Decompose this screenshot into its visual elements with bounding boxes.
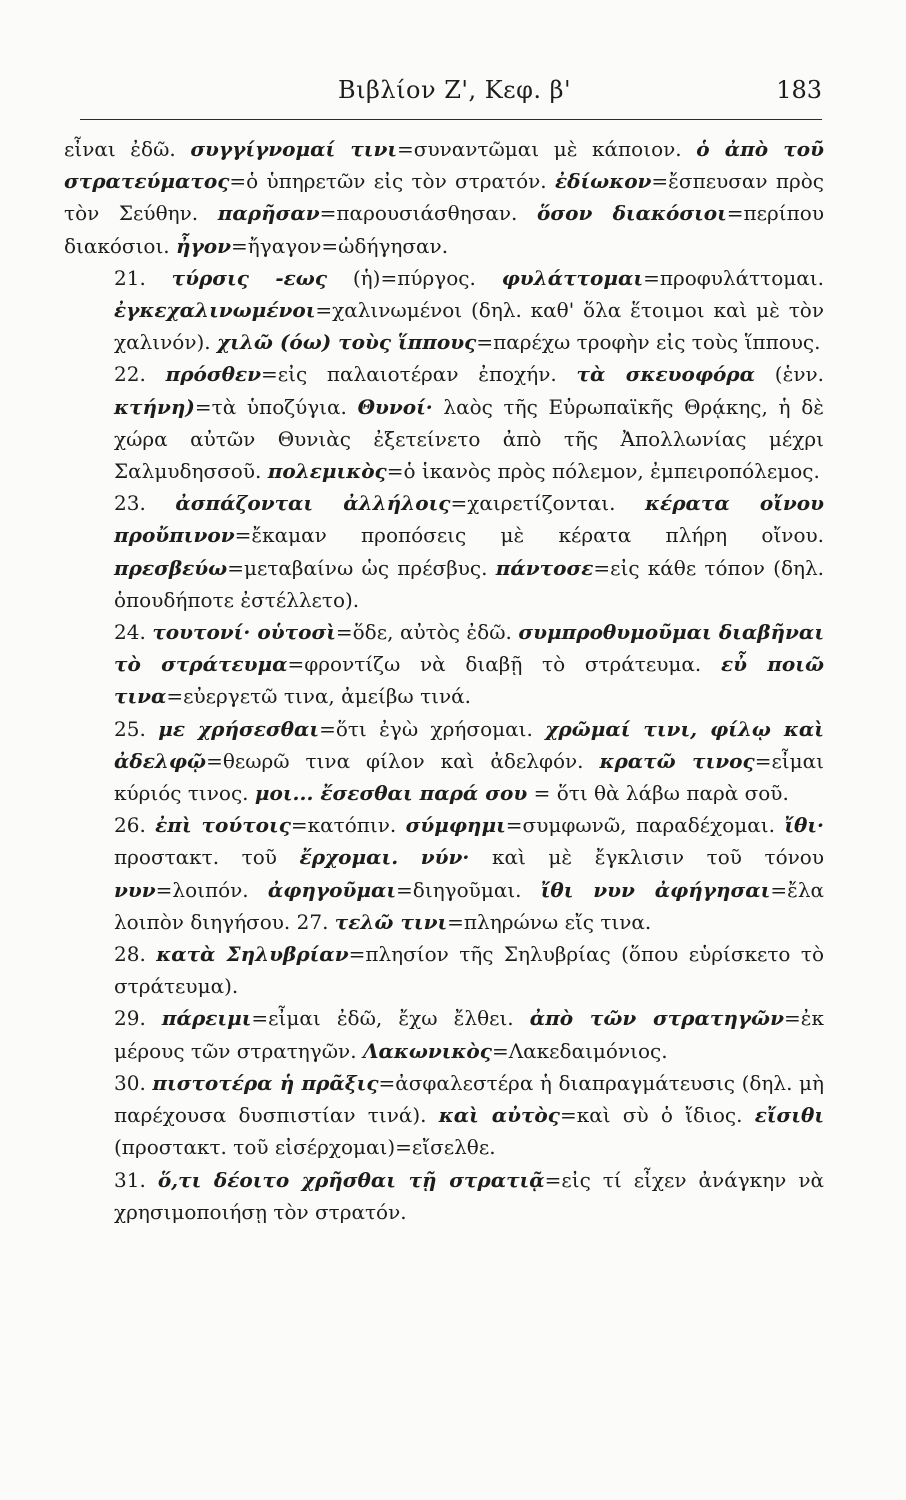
- gloss-text: =ὅδε, αὐτὸς ἐδῶ.: [335, 620, 519, 645]
- lemma-term: ὁ ἀπὸ τοῦ στρατεύματος: [64, 137, 824, 194]
- gloss-text: =διηγοῦμαι.: [396, 877, 541, 902]
- lemma-term: νύν·: [420, 845, 470, 870]
- gloss-text: =κατόπιν.: [290, 813, 406, 838]
- lemma-term: φυλάττομαι: [501, 265, 644, 290]
- lemma-term: σύμφημι: [405, 813, 506, 838]
- gloss-text: 21.: [114, 265, 172, 290]
- lemma-term: ἴθι·: [784, 813, 824, 838]
- lemma-term: ἔρχομαι.: [299, 845, 399, 870]
- page-number: 183: [776, 76, 822, 104]
- gloss-text: (ἡ)=πύργος.: [327, 265, 502, 290]
- lemma-term: κέρατα οἴνου προὔπινον: [114, 491, 824, 548]
- lemma-term: ἀσπάζονται ἀλλήλοις: [175, 491, 451, 516]
- lemma-term: τύρσις -εως: [171, 265, 328, 290]
- running-title: Βιβλίον Ζ', Κεφ. β': [338, 76, 572, 104]
- gloss-text: =χαιρετίζονται.: [450, 491, 646, 516]
- gloss-text: προστακτ. τοῦ: [114, 845, 300, 870]
- gloss-text: 23.: [114, 491, 176, 516]
- commentary-paragraph: [64, 1164, 824, 1228]
- gloss-text: =εὐεργετῶ τινα, ἀμείβω τινά.: [166, 684, 471, 709]
- commentary-paragraph: [64, 262, 824, 359]
- gloss-text: =εἰς κάθε τόπον (δηλ. ὁπουδήποτε ἐστέλλετο).: [114, 555, 825, 612]
- gloss-text: =προφυλάττομαι.: [643, 265, 824, 290]
- commentary-paragraph: [64, 809, 824, 938]
- gloss-text: 26.: [114, 813, 156, 838]
- gloss-text: 22.: [114, 362, 166, 387]
- lemma-term: ὅ,τι δέοιτο χρῆσθαι τῇ στρατιᾷ: [157, 1167, 545, 1192]
- gloss-text: 31.: [114, 1167, 158, 1192]
- lemma-term: πρόσθεν: [165, 362, 261, 387]
- gloss-text: =ἤγαγον=ὡδήγησαν.: [231, 233, 449, 258]
- lemma-term: τελῶ τινι: [334, 909, 448, 934]
- gloss-text: (ἑνν.: [755, 362, 824, 387]
- lemma-term: ἦγον: [176, 233, 231, 258]
- lemma-term: κατὰ Σηλυβρίαν: [156, 942, 349, 967]
- lemma-term: συμπροθυμοῦμαι διαβῆναι τὸ στράτευμα: [114, 620, 825, 677]
- gloss-text: =εἶμαι κύριός τινος.: [114, 748, 824, 806]
- gloss-text: =λοιπόν.: [155, 877, 268, 902]
- gloss-text: =ὅτι ἐγὼ χρήσομαι.: [319, 716, 546, 741]
- commentary-paragraph: [64, 487, 824, 616]
- gloss-text: =φροντίζω νὰ διαβῇ τὸ στράτευμα.: [287, 652, 721, 677]
- gloss-text: =καὶ σὺ ὁ ἴδιος.: [559, 1103, 755, 1128]
- gloss-text: =εἶμαι ἐδῶ, ἔχω ἔλθει.: [251, 1006, 530, 1031]
- gloss-text: =ὁ ὑπηρετῶν εἰς τὸν στρατόν.: [229, 169, 555, 194]
- lemma-term: συγγίγνομαί τινι: [190, 137, 398, 161]
- running-header: [80, 76, 822, 116]
- gloss-text: =ἔλα λοιπὸν διηγήσου. 27.: [114, 877, 824, 934]
- commentary-body: [64, 133, 824, 1228]
- gloss-text: 25.: [114, 716, 159, 741]
- gloss-text: 24.: [114, 620, 153, 645]
- gloss-text: =πλησίον τῆς Σηλυβρίας (ὅπου εὑρίσκετο τὸ στράτευμα).: [114, 942, 824, 999]
- gloss-text: εἶναι ἐδῶ.: [64, 137, 191, 161]
- lemma-term: παρῆσαν: [217, 201, 320, 226]
- lemma-term: εἴσιθι: [754, 1103, 824, 1128]
- gloss-text: =τὰ ὑποζύγια.: [194, 394, 358, 419]
- gloss-text: =πληρώνω εἴς τινα.: [447, 909, 652, 934]
- gloss-text: =ἀσφαλεστέρα ἡ διαπραγμάτευσις (δηλ. μὴ παρέχουσα δυσπιστίαν τινά).: [114, 1070, 824, 1128]
- gloss-text: =συμφωνῶ, παραδέχομαι.: [505, 813, 785, 838]
- gloss-text: =παρουσιάσθησαν.: [319, 201, 538, 226]
- gloss-text: =περίπου διακόσιοι.: [64, 201, 824, 258]
- gloss-text: =θεωρῶ τινα φίλον καὶ ἀδελφόν.: [206, 748, 600, 773]
- gloss-text: =ἐκ μέρους τῶν στρατηγῶν.: [114, 1006, 824, 1063]
- lemma-term: Λακωνικὸς: [362, 1038, 492, 1063]
- gloss-text: 28.: [114, 942, 157, 967]
- lemma-term: με χρήσεσθαι: [158, 716, 320, 741]
- gloss-text: = ὅτι θὰ λάβω παρὰ σοῦ.: [527, 781, 789, 806]
- lemma-term: πάντοσε: [495, 555, 594, 580]
- gloss-text: =παρέχω τροφὴν εἰς τοὺς ἵππους.: [476, 330, 821, 355]
- commentary-paragraph: [64, 713, 824, 810]
- gloss-text: 29.: [114, 1006, 162, 1031]
- commentary-paragraph: [64, 938, 824, 1002]
- lemma-term: ἐγκεχαλινωμένοι: [114, 298, 316, 323]
- lemma-term: πρεσβεύω: [114, 555, 228, 580]
- header-rule: [80, 119, 822, 120]
- lemma-term: μοι... ἔσεσθαι παρά σου: [254, 781, 528, 806]
- gloss-text: =εἰς παλαιοτέραν ἐποχήν.: [260, 362, 577, 387]
- gloss-text: λαὸς τῆς Εὐρωπαϊκῆς Θρᾴκης, ἡ δὲ χώρα αὐτῶν Θυνιὰς ἐξετείνετο ἀπὸ τῆς Ἀπολλωνίας μέχρι Σαλμυδησσοῦ.: [114, 394, 824, 484]
- lemma-term: πιστοτέρα ἡ πρᾶξις: [152, 1070, 379, 1095]
- lemma-term: εὖ ποιῶ τινα: [114, 652, 824, 709]
- gloss-text: =μεταβαίνω ὡς πρέσβυς.: [227, 555, 496, 580]
- gloss-text: 30.: [114, 1070, 153, 1095]
- gloss-text: =Λακεδαιμόνιος.: [491, 1038, 668, 1063]
- lemma-term: ἐπὶ τούτοις: [155, 813, 291, 838]
- commentary-paragraph: [64, 616, 824, 713]
- lemma-term: καὶ αὐτὸς: [438, 1103, 560, 1128]
- lemma-term: χιλῶ (όω) τοὺς ἵππους: [217, 330, 477, 355]
- gloss-text: =συναντῶμαι μὲ κάποιον.: [397, 137, 697, 161]
- gloss-text: =ἔσπευσαν πρὸς τὸν Σεύθην.: [64, 169, 825, 226]
- gloss-text: =ἔκαμαν προπόσεις μὲ κέρατα πλήρη οἴνου.: [234, 523, 824, 548]
- lemma-term: ἀφηγοῦμαι: [267, 877, 397, 902]
- lemma-term: πολεμικὸς: [267, 459, 387, 484]
- commentary-paragraph: [64, 358, 824, 487]
- lemma-term: τὰ σκευοφόρα: [576, 362, 756, 387]
- lemma-term: ἴθι νυν ἀφήγησαι: [540, 877, 771, 902]
- lemma-term: κρατῶ τινος: [599, 748, 755, 773]
- gloss-text: =χαλινωμένοι (δηλ. καθ' ὅλα ἕτοιμοι καὶ μὲ τὸν χαλινόν).: [114, 298, 824, 355]
- lemma-term: νυν: [114, 877, 156, 902]
- lemma-term: ἀπὸ τῶν στρατηγῶν: [529, 1006, 784, 1031]
- commentary-paragraph: [64, 1002, 824, 1066]
- lemma-term: ἐδίωκον: [554, 169, 652, 194]
- commentary-paragraph: [64, 1067, 824, 1164]
- lemma-term: τουτονί· οὑτοσὶ: [152, 620, 336, 645]
- gloss-text: (προστακτ. τοῦ εἰσέρχομαι)=εἴσελθε.: [114, 1135, 496, 1160]
- gloss-text: [398, 845, 421, 869]
- lemma-term: Θυνοί·: [357, 394, 433, 419]
- lemma-term: χρῶμαί τινι, φίλῳ καὶ ἀδελφῷ: [114, 716, 824, 773]
- gloss-text: καὶ μὲ ἔγκλισιν τοῦ τόνου: [469, 845, 824, 870]
- commentary-paragraph: [64, 133, 824, 262]
- lemma-term: κτήνη): [114, 394, 195, 419]
- lemma-term: ὅσον διακόσιοι: [537, 201, 727, 226]
- lemma-term: πάρειμι: [161, 1006, 252, 1031]
- gloss-text: =ὁ ἱκανὸς πρὸς πόλεμον, ἐμπειροπόλεμος.: [386, 459, 820, 484]
- gloss-text: =εἰς τί εἶχεν ἀνάγκην νὰ χρησιμοποιήσῃ τὸν στρατόν.: [114, 1167, 824, 1224]
